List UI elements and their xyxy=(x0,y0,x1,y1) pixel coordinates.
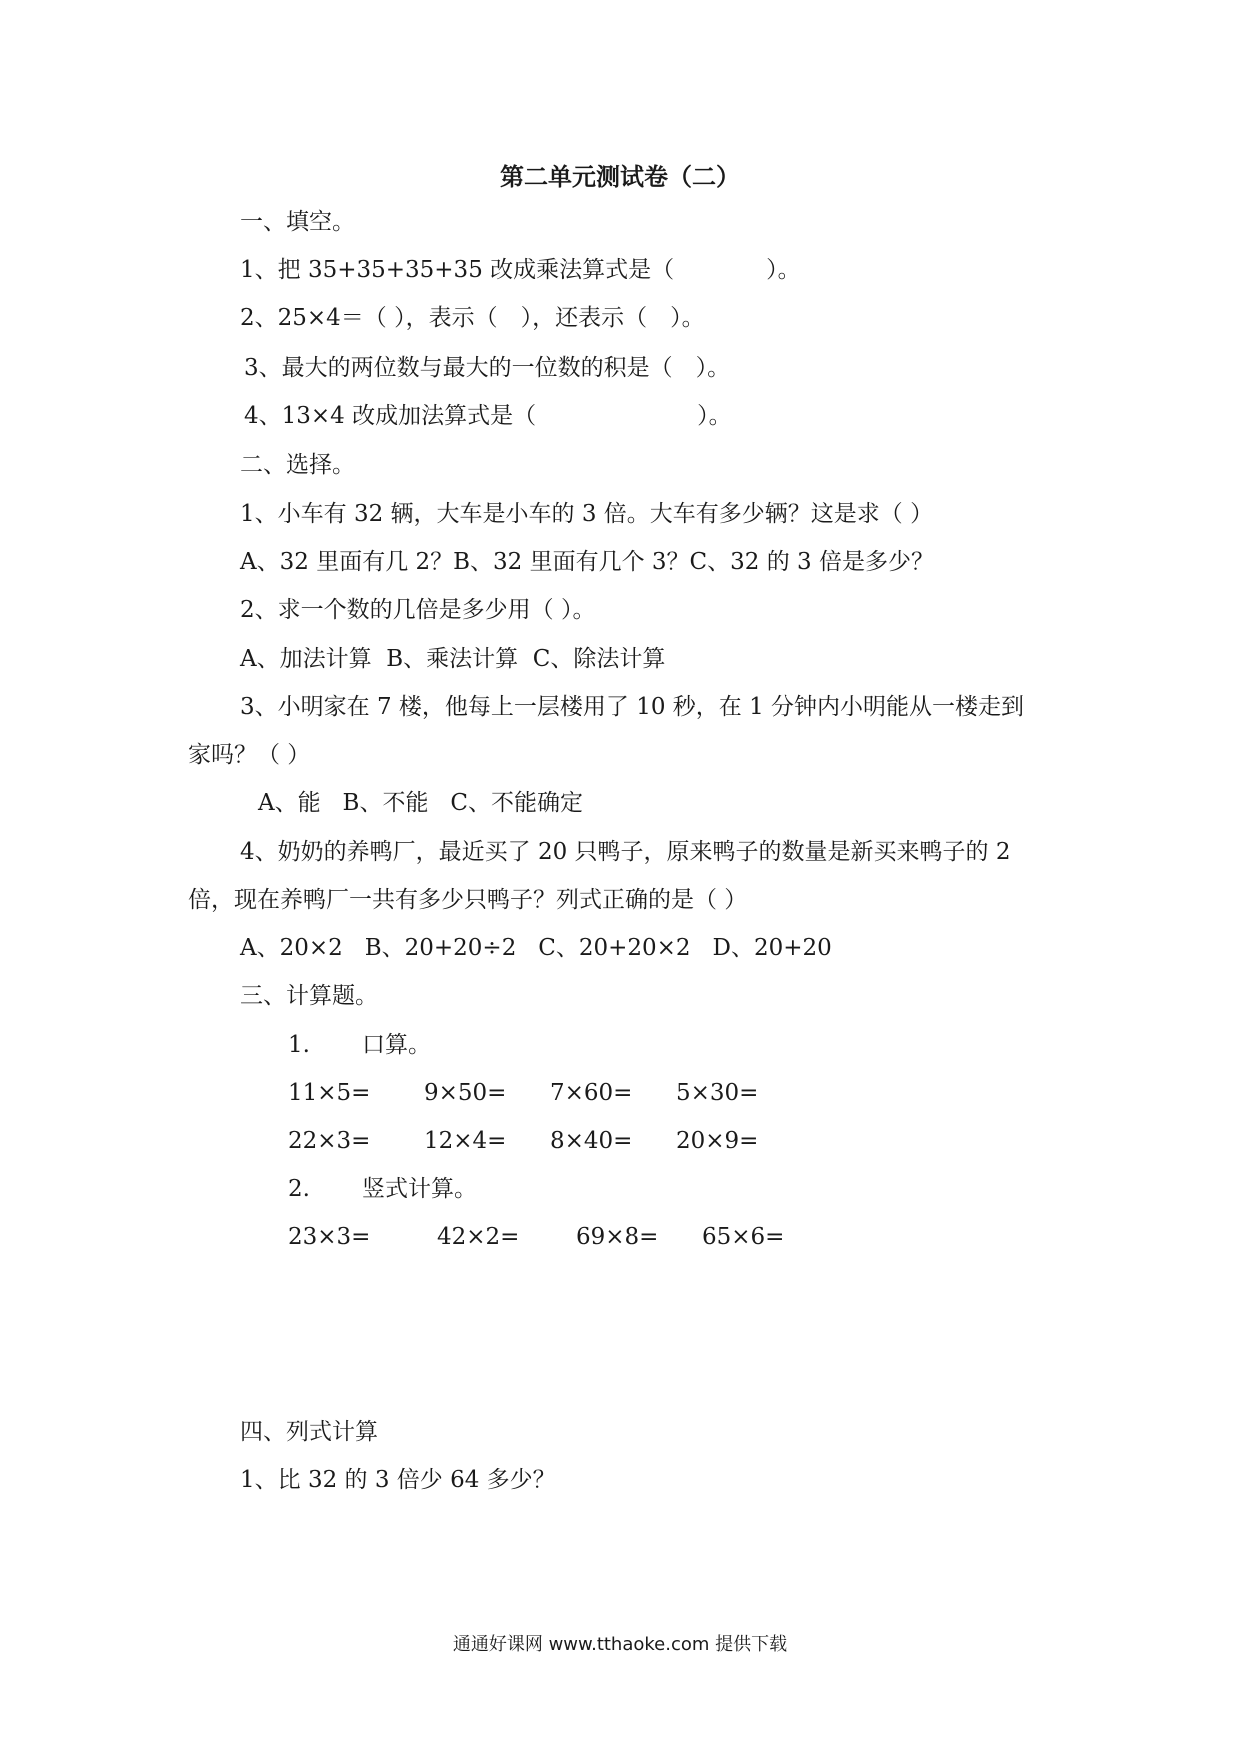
vertical-calc-item: 65×6= xyxy=(702,1224,785,1250)
question-2-3-options: A、能 B、不能 C、不能确定 xyxy=(258,790,583,816)
vertical-calc-item: 42×2= xyxy=(437,1224,520,1250)
vertical-calc-item: 23×3= xyxy=(288,1224,371,1250)
subsection-1-label: 口算。 xyxy=(362,1032,431,1058)
section-4-heading: 四、列式计算 xyxy=(240,1419,378,1445)
question-1-2: 2、25×4＝（ ），表示（ ），还表示（ ）。 xyxy=(240,305,705,331)
footer-credit: 通通好课网 www.tthaoke.com 提供下载 xyxy=(452,1634,788,1655)
question-2-4-line-2: 倍，现在养鸭厂一共有多少只鸭子？列式正确的是（ ） xyxy=(188,887,748,913)
oral-calc-item: 7×60= xyxy=(550,1080,633,1106)
page-title: 第二单元测试卷（二） xyxy=(500,163,740,191)
question-2-2: 2、求一个数的几倍是多少用（ ）。 xyxy=(240,597,596,623)
question-1-4: 4、13×4 改成加法算式是（ ）。 xyxy=(244,403,732,429)
vertical-calc-item: 69×8= xyxy=(576,1224,659,1250)
oral-calc-item: 20×9= xyxy=(676,1128,759,1154)
section-1-heading: 一、填空。 xyxy=(240,209,355,235)
oral-calc-item: 11×5= xyxy=(288,1080,371,1106)
oral-calc-item: 5×30= xyxy=(676,1080,759,1106)
oral-calc-item: 12×4= xyxy=(424,1128,507,1154)
oral-calc-item: 8×40= xyxy=(550,1128,633,1154)
oral-calc-item: 9×50= xyxy=(424,1080,507,1106)
section-2-heading: 二、选择。 xyxy=(240,452,355,478)
question-2-1-options: A、32 里面有几 2？B、32 里面有几个 3？C、32 的 3 倍是多少？ xyxy=(240,549,934,575)
section-3-heading: 三、计算题。 xyxy=(240,983,378,1009)
question-2-3-line-2: 家吗？（ ） xyxy=(188,742,311,768)
question-1-1: 1、把 35+35+35+35 改成乘法算式是（ ）。 xyxy=(240,257,801,283)
question-2-2-options: A、加法计算 B、乘法计算 C、除法计算 xyxy=(240,646,666,672)
subsection-2-number: 2. xyxy=(288,1176,310,1202)
oral-calc-item: 22×3= xyxy=(288,1128,371,1154)
question-2-4-line-1: 4、奶奶的养鸭厂，最近买了 20 只鸭子，原来鸭子的数量是新买来鸭子的 2 xyxy=(240,839,1011,865)
subsection-2-label: 竖式计算。 xyxy=(362,1176,477,1202)
subsection-1-number: 1. xyxy=(288,1032,310,1058)
question-1-3: 3、最大的两位数与最大的一位数的积是（ ）。 xyxy=(244,355,731,381)
question-2-4-options: A、20×2 B、20+20÷2 C、20+20×2 D、20+20 xyxy=(240,935,832,961)
question-4-1: 1、比 32 的 3 倍少 64 多少？ xyxy=(240,1467,556,1493)
question-2-1: 1、小车有 32 辆，大车是小车的 3 倍。大车有多少辆？这是求（ ） xyxy=(240,501,934,527)
question-2-3-line-1: 3、小明家在 7 楼，他每上一层楼用了 10 秒，在 1 分钟内小明能从一楼走到 xyxy=(240,694,1025,720)
